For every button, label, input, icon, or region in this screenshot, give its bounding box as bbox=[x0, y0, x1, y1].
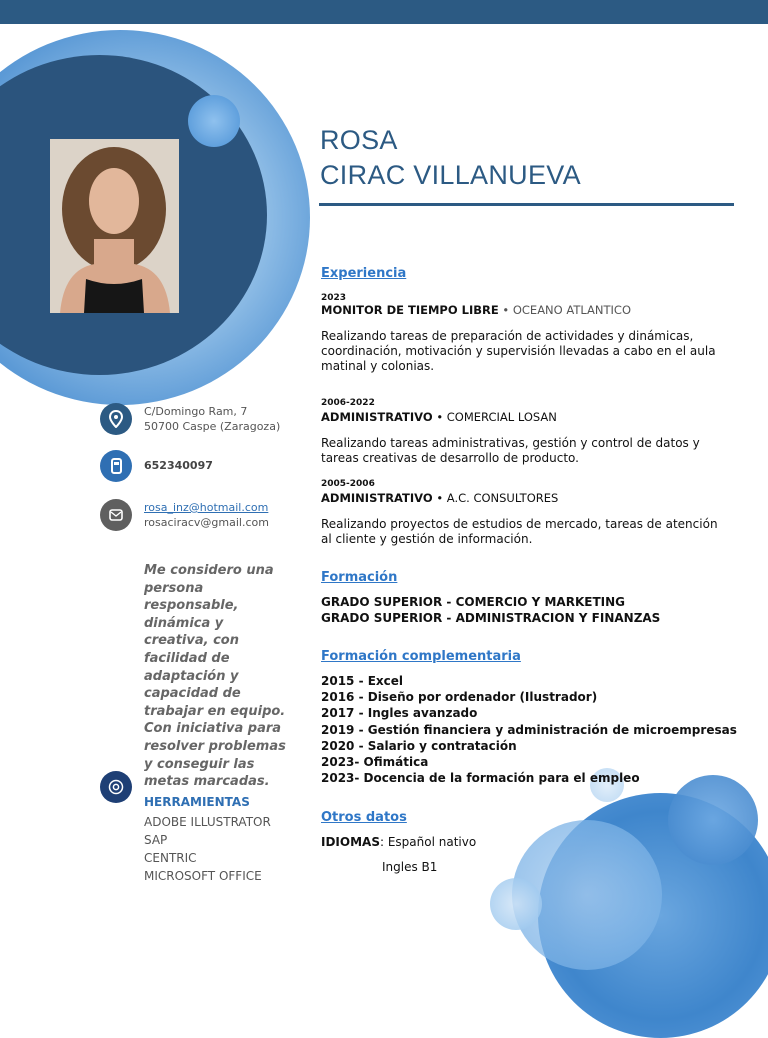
complementary-heading: Formación complementaria bbox=[321, 649, 521, 664]
tool-item: SAP bbox=[144, 833, 168, 847]
complementary-item: 2023- Ofimática bbox=[321, 755, 429, 770]
complementary-item: 2020 - Salario y contratación bbox=[321, 738, 517, 753]
job-separator: • bbox=[436, 491, 444, 505]
decorative-circle-bottom-small bbox=[490, 878, 542, 930]
job-description: Realizando tareas administrativas, gestión y control de datos y tareas creativas de desarrollo de producto. bbox=[321, 436, 700, 465]
education-item: GRADO SUPERIOR - ADMINISTRACION Y FINANZAS bbox=[321, 611, 661, 625]
education-item: GRADO SUPERIOR - COMERCIO Y MARKETING bbox=[321, 595, 625, 609]
education-list bbox=[321, 594, 660, 626]
tool-item: MICROSOFT OFFICE bbox=[144, 869, 262, 883]
profile-photo bbox=[50, 139, 179, 313]
profile-summary: Me considero una persona responsable, dinámica y creativa, con facilidad de adaptación y capacidad de trabajar en equipo. Con iniciativa para resolver problemas y conseguir las metas marcadas. bbox=[144, 563, 286, 790]
education-heading: Formación bbox=[321, 570, 398, 585]
other-heading: Otros datos bbox=[321, 810, 407, 825]
emails bbox=[144, 500, 269, 530]
language-1: Español nativo bbox=[387, 835, 477, 849]
job-separator: • bbox=[502, 303, 510, 317]
job-separator: • bbox=[436, 410, 444, 424]
job-description: Realizando tareas de preparación de actividades y dinámicas, coordinación, motivación y supervisión llevadas a cabo en el aula matinal y colonias. bbox=[321, 329, 716, 373]
job-title: MONITOR DE TIEMPO LIBRE bbox=[321, 303, 499, 317]
job-company: OCEANO ATLANTICO bbox=[512, 303, 632, 317]
experience-heading: Experiencia bbox=[321, 266, 407, 281]
phone-icon bbox=[100, 450, 132, 482]
last-name: CIRAC VILLANUEVA bbox=[320, 160, 581, 190]
email-secondary: rosaciracv@gmail.com bbox=[144, 516, 269, 529]
tools-list bbox=[144, 813, 271, 885]
location-pin-icon bbox=[100, 403, 132, 435]
job-title-line bbox=[321, 410, 557, 424]
job-description: Realizando proyectos de estudios de mercado, tareas de atención al cliente y gestión de información. bbox=[321, 517, 718, 546]
decorative-circle-bottom-right bbox=[668, 775, 758, 865]
languages-line: IDIOMAS: Español nativo bbox=[321, 835, 477, 849]
complementary-item: 2017 - Ingles avanzado bbox=[321, 706, 478, 721]
complementary-item: 2015 - Excel bbox=[321, 674, 404, 688]
job-company: COMERCIAL LOSAN bbox=[446, 410, 557, 424]
complementary-item: 2016 - Diseño por ordenador (Ilustrador) bbox=[321, 690, 598, 705]
decorative-circle-small bbox=[188, 95, 240, 147]
first-name: ROSA bbox=[320, 125, 398, 155]
job-year: 2006-2022 bbox=[321, 398, 375, 408]
tool-item: ADOBE ILLUSTRATOR bbox=[144, 815, 271, 829]
job-title: ADMINISTRATIVO bbox=[321, 491, 433, 505]
languages-label: IDIOMAS bbox=[321, 835, 380, 849]
tools-heading: HERRAMIENTAS bbox=[144, 795, 250, 809]
job-year: 2005-2006 bbox=[321, 479, 375, 489]
candidate-name bbox=[320, 124, 581, 194]
name-divider bbox=[319, 203, 734, 206]
language-2: Ingles B1 bbox=[382, 860, 438, 874]
phone-number: 652340097 bbox=[144, 459, 213, 472]
email-primary-link[interactable]: rosa_inz@hotmail.com bbox=[144, 501, 269, 514]
mail-icon bbox=[100, 499, 132, 531]
complementary-item: 2019 - Gestión financiera y administración de microempresas bbox=[321, 722, 737, 737]
complementary-item: 2023- Docencia de la formación para el empleo bbox=[321, 771, 640, 786]
complementary-list bbox=[321, 673, 737, 786]
top-bar bbox=[0, 0, 768, 24]
tool-item: CENTRIC bbox=[144, 851, 197, 865]
job-title: ADMINISTRATIVO bbox=[321, 410, 433, 424]
address bbox=[144, 404, 280, 434]
job-title-line bbox=[321, 303, 631, 317]
address-line-2: 50700 Caspe (Zaragoza) bbox=[144, 420, 281, 433]
tools-icon bbox=[100, 771, 132, 803]
job-company: A.C. CONSULTORES bbox=[446, 491, 559, 505]
address-line-1: C/Domingo Ram, 7 bbox=[144, 405, 248, 418]
job-year: 2023 bbox=[321, 293, 347, 303]
job-title-line bbox=[321, 491, 558, 505]
